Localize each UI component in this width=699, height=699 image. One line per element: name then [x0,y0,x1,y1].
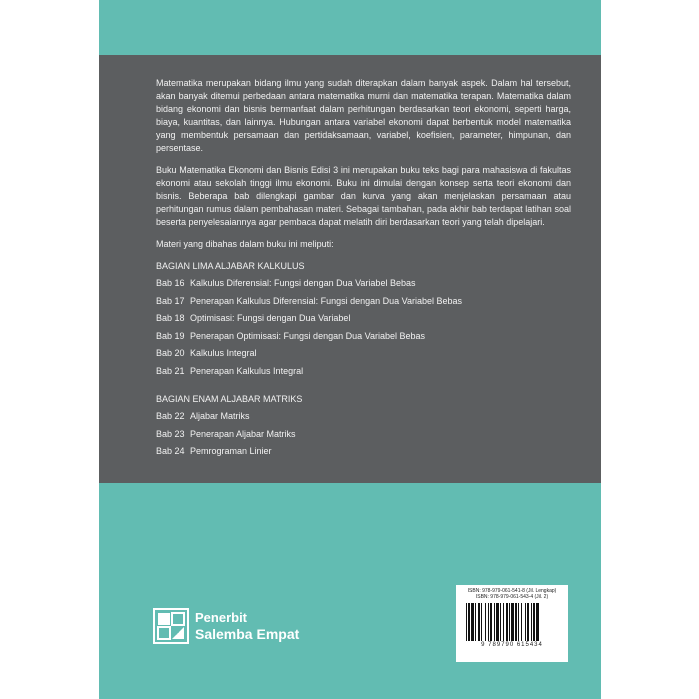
section-part-five [156,260,571,382]
publisher-block [153,606,299,646]
chapter-title: Penerapan Aljabar Matriks [190,428,296,439]
barcode-bars [464,603,560,641]
chapter-number: Bab 18 [156,313,185,323]
chapter-number: Bab 23 [156,428,185,439]
chapter-number: Bab 24 [156,446,185,456]
barcode-number: 9 789790 615434 [481,642,543,648]
chapter-title: Aljabar Matriks [190,411,250,421]
chapter-number: Bab 16 [156,278,185,288]
chapter-row [156,277,571,295]
chapter-number: Bab 20 [156,348,185,358]
chapter-number: Bab 19 [156,330,185,341]
publisher-label: Penerbit [195,610,248,625]
chapter-number: Bab 22 [156,411,185,421]
chapter-title: Kalkulus Diferensial: Fungsi dengan Dua Variabel Bebas [190,278,416,288]
publisher-name: Salemba Empat [195,626,300,642]
chapter-title: Optimisasi: Fungsi dengan Dua Variabel [190,313,351,323]
isbn-barcode [456,585,568,662]
chapter-row [156,445,571,463]
section-part-six [156,393,571,463]
chapter-title: Penerapan Optimisasi: Fungsi dengan Dua Variabel Bebas [190,330,425,341]
chapter-row [156,428,571,446]
chapter-row [156,365,571,383]
chapter-row [156,312,571,330]
chapter-row [156,295,571,313]
chapter-number: Bab 21 [156,365,185,376]
chapter-title: Pemrograman Linier [190,446,272,456]
section-title: BAGIAN LIMA ALJABAR KALKULUS [156,261,305,271]
chapter-title: Kalkulus Integral [190,348,257,358]
contents-intro: Materi yang dibahas dalam buku ini meliputi: [156,239,334,249]
chapter-row [156,347,571,365]
isbn-line: ISBN: 978-979-061-543-4 (Jil. 2) [475,594,549,600]
description-paragraph-1: Matematika merupakan bidang ilmu yang sudah diterapkan dalam banyak aspek. Dalam hal tersebut, akan banyak ditemui perbedaan antara matematika murni dan matematika terapan. Matematika dalam bidang ekonomi dan bisnis bermanfaat dalam perhitungan berdasarkan teori ekonomi, seperti harga, biaya, kuantitas, dan lainnya. Hubungan antara variabel ekonomi dapat berbentuk model matematika yang membentuk persamaan dan pertidaksamaan, variabel, koefisien, parameter, himpunan, dan persentase. [156,78,571,153]
salemba-empat-logo-icon [153,608,189,644]
chapter-title: Penerapan Kalkulus Integral [190,365,304,376]
section-title: BAGIAN ENAM ALJABAR MATRIKS [156,394,303,404]
description-paragraph-2: Buku Matematika Ekonomi dan Bisnis Edisi 3 ini merupakan buku teks bagi para mahasiswa di fakultas ekonomi atau sekolah tinggi ilmu ekonomi. Buku ini dimulai dengan konsep serta teori ekonomi dan bisnis. Beberapa bab dilengkapi gambar dan kurva yang akan menjelaskan persamaan atau perhitungan rumus dalam pembahasan materi. Sebagai tambahan, pada akhir bab terdapat latihan soal beserta penyelesaiannya agar pembaca dapat melatih diri berdasarkan teori yang telah dipelajari. [156,165,571,227]
chapter-number: Bab 17 [156,295,185,306]
chapter-title: Penerapan Kalkulus Diferensial: Fungsi dengan Dua Variabel Bebas [190,295,463,306]
chapter-row [156,330,571,348]
isbn-line: ISBN: 978-979-061-541-8 (Jil. Lengkap) [467,588,557,594]
chapter-row [156,410,571,428]
description-panel [99,55,601,483]
